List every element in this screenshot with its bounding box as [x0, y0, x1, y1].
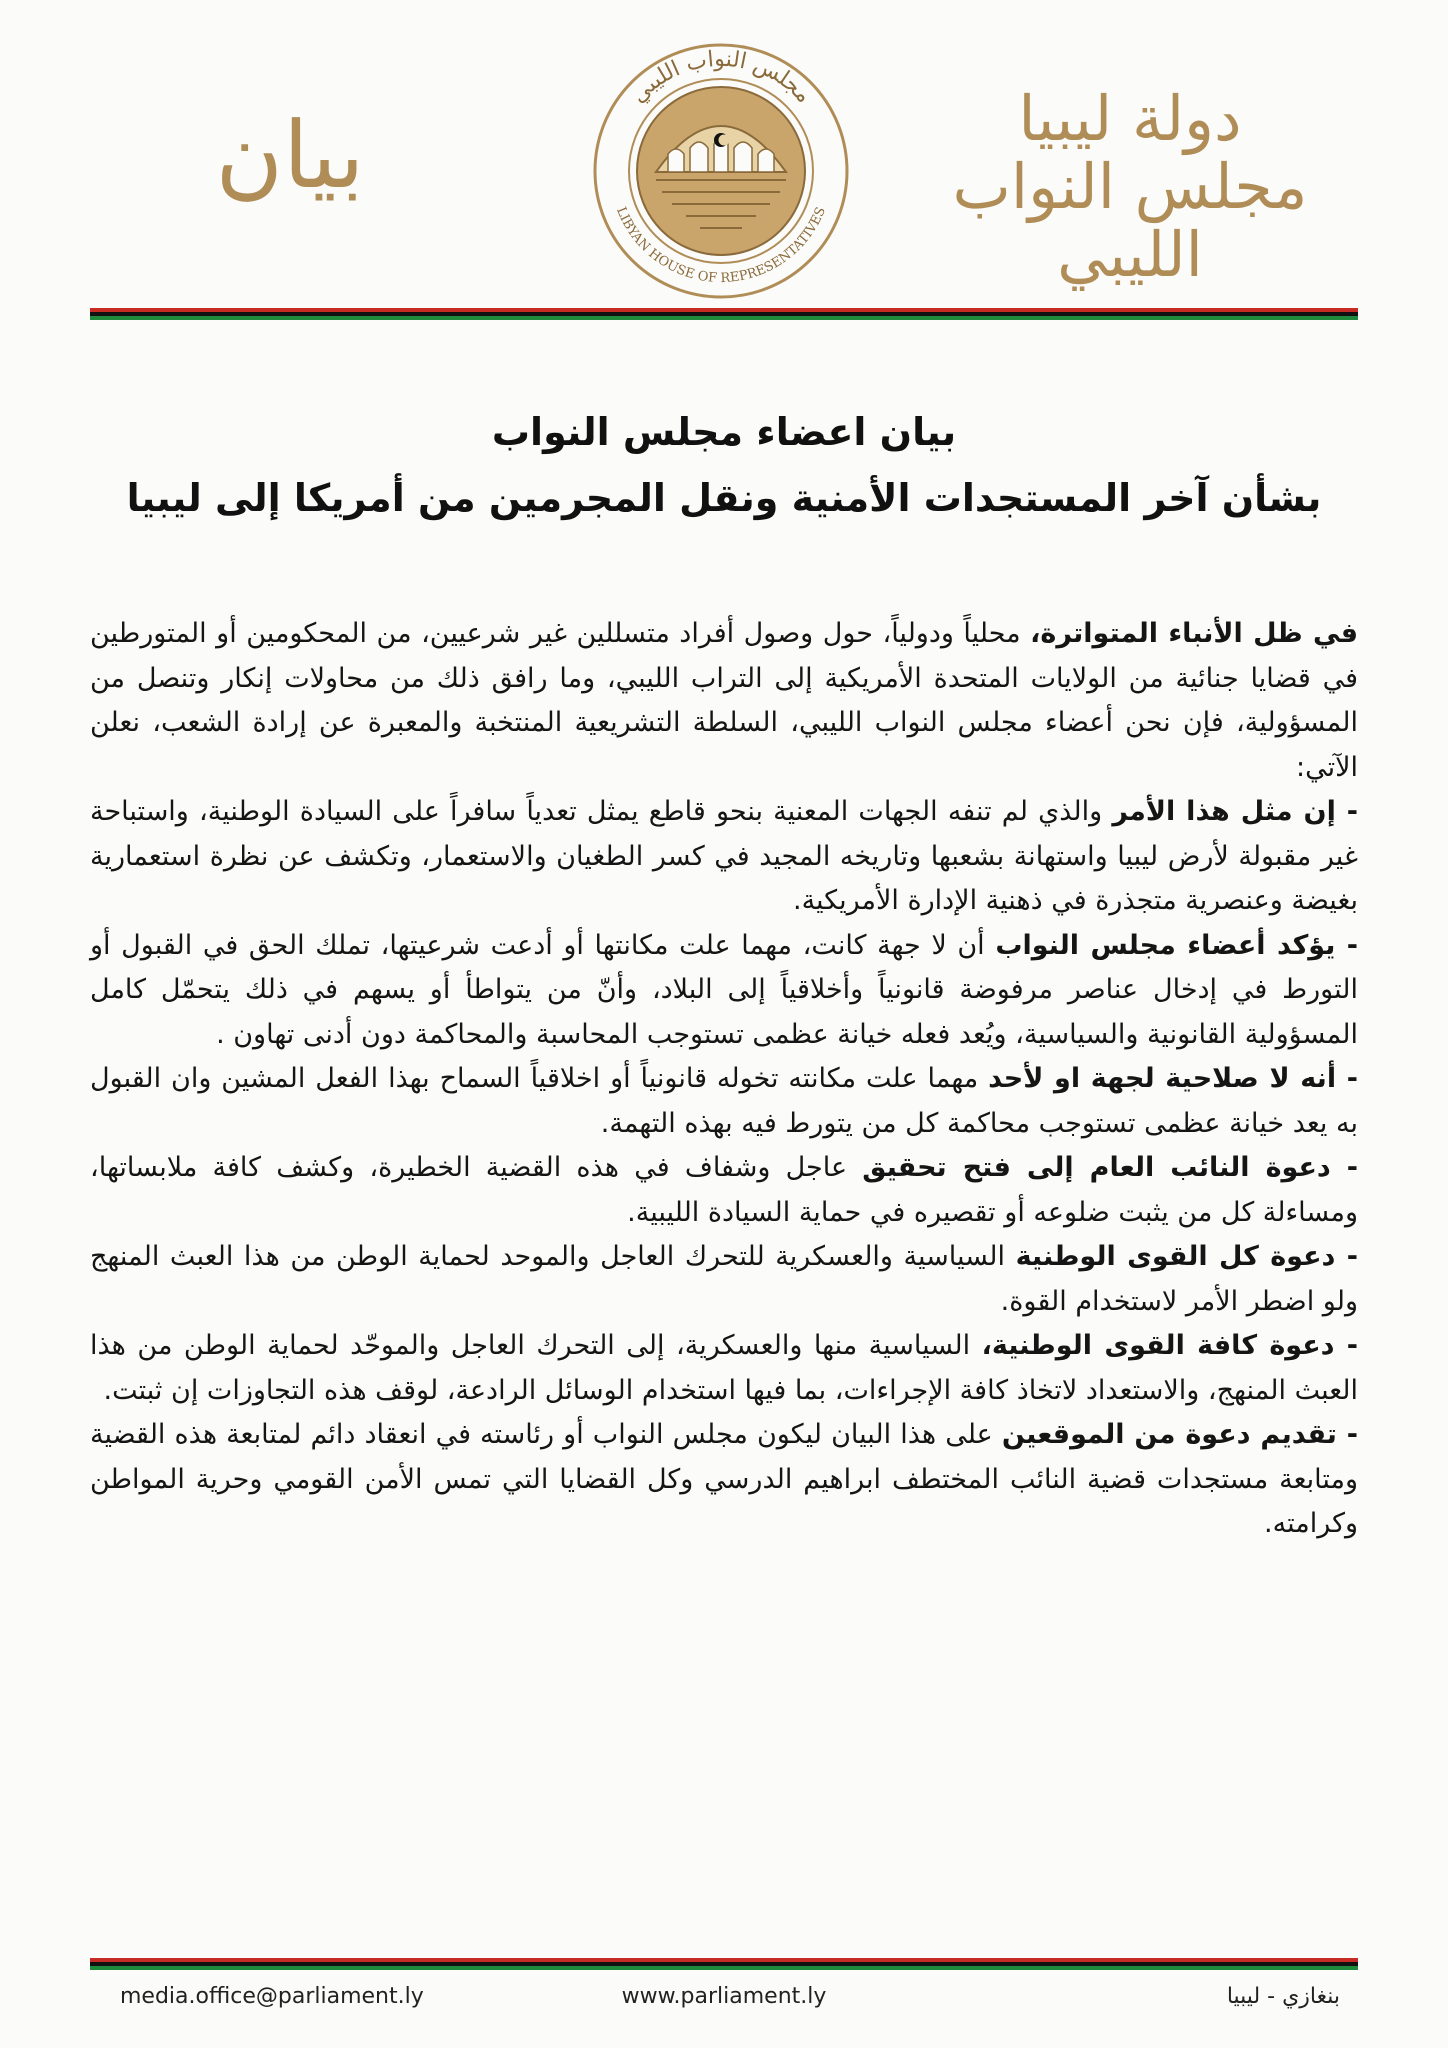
point-2: - يؤكد أعضاء مجلس النواب أن لا جهة كانت، مهما علت مكانتها أو أدعت شرعيتها، تملك الحق في القبول أو التورط في إدخال عناصر مرفوضة قانونياً وأخلاقياً إلى البلاد، وأنّ من يتواطأ أو يسهم في ذلك يتحمّل كامل المسؤولية القانونية والسياسية، ويُعد فعله خيانة عظمى تستوجب المحاسبة والمحاكمة دون أدنى تهاون . — [90, 929, 1358, 1050]
point-7: - تقديم دعوة من الموقعين على هذا البيان ليكون مجلس النواب أو رئاسته في انعقاد دائم لمتابعة هذه القضية ومتابعة مستجدات قضية النائب المختطف ابراهيم الدرسي وكل القضايا التي تمس الأمن القومي وحرية المواطن وكرامته. — [90, 1419, 1358, 1539]
svg-text:مجلس النواب الليبي: مجلس النواب الليبي — [626, 46, 817, 109]
statement-word-logo: بيان — [215, 102, 365, 209]
state-name: دولة ليبيا — [1018, 82, 1242, 155]
title-line-1: بيان اعضاء مجلس النواب — [491, 410, 957, 454]
footer-city: بنغازي - ليبيا — [1226, 1984, 1340, 2009]
footer-website[interactable]: www.parliament.ly — [621, 1984, 827, 2009]
point-6: - دعوة كافة القوى الوطنية، السياسية منها والعسكرية، إلى التحرك العاجل والموحّد لحماية الوطن من هذا العبث المنهج، والاستعداد لاتخاذ كافة الإجراءات، بما فيها استخدام الوسائل الرادعة، لوقف هذه التجاوزات إن ثبتت. — [90, 1330, 1359, 1406]
point-5: - دعوة كل القوى الوطنية السياسية والعسكرية للتحرك العاجل والموحد لحماية الوطن من هذا العبث المنهج ولو اضطر الأمر لاستخدام القوة. — [90, 1241, 1358, 1317]
title-line-2: بشأن آخر المستجدات الأمنية ونقل المجرمين من أمريكا إلى ليبيا — [126, 476, 1322, 520]
footer — [90, 1978, 1358, 2018]
point-3: - أنه لا صلاحية لجهة او لأحد مهما علت مكانته تخوله قانونياً أو اخلاقياً السماح بهذا الفعل المشين وان القبول به يعد خيانة عظمى تستوجب محاكمة كل من يتورط فيه بهذه التهمة. — [90, 1063, 1358, 1139]
bottom-flag-divider — [90, 1958, 1358, 1970]
top-flag-divider — [90, 308, 1358, 320]
statement-body — [90, 612, 1358, 1547]
parliament-name: مجلس النواب الليبي — [952, 150, 1308, 292]
statement-title — [90, 410, 1358, 520]
point-1: - إن مثل هذا الأمر والذي لم تنفه الجهات المعنية بنحو قاطع يمثل تعدياً سافراً على السيادة الوطنية، واستباحة غير مقبولة لأرض ليبيا واستهانة بشعبها وتاريخه المجيد في كسر الطغيان والاستعمار، وتكشف عن نظرة استعمارية بغيضة وعنصرية متجذرة في ذهنية الإدارة الأمريكية. — [90, 796, 1359, 916]
letterhead — [0, 0, 1448, 320]
state-parliament-calligraphy — [920, 82, 1340, 292]
intro-paragraph: في ظل الأنباء المتواترة، محلياً ودولياً، حول وصول أفراد متسللين غير شرعيين، من المحكومين أو المتورطين في قضايا جنائية من الولايات المتحدة الأمريكية إلى التراب الليبي، وما رافق ذلك من محاولات إنكار وتنصل من المسؤولية، فإن نحن أعضاء مجلس النواب الليبي، السلطة التشريعية المنتخبة والمعبرة عن إرادة الشعب، نعلن الآتي: — [90, 618, 1358, 783]
svg-text:LIBYAN HOUSE OF REPRESENTATIVE: LIBYAN HOUSE OF REPRESENTATIVES — [613, 205, 829, 287]
point-4: - دعوة النائب العام إلى فتح تحقيق عاجل وشفاف في هذه القضية الخطيرة، وكشف كافة ملابساتها، ومساءلة كل من يثبت ضلوعه أو تقصيره في حماية السيادة الليبية. — [90, 1152, 1358, 1228]
footer-email[interactable]: media.office@parliament.ly — [120, 1984, 424, 2009]
parliament-seal-logo — [590, 40, 852, 302]
